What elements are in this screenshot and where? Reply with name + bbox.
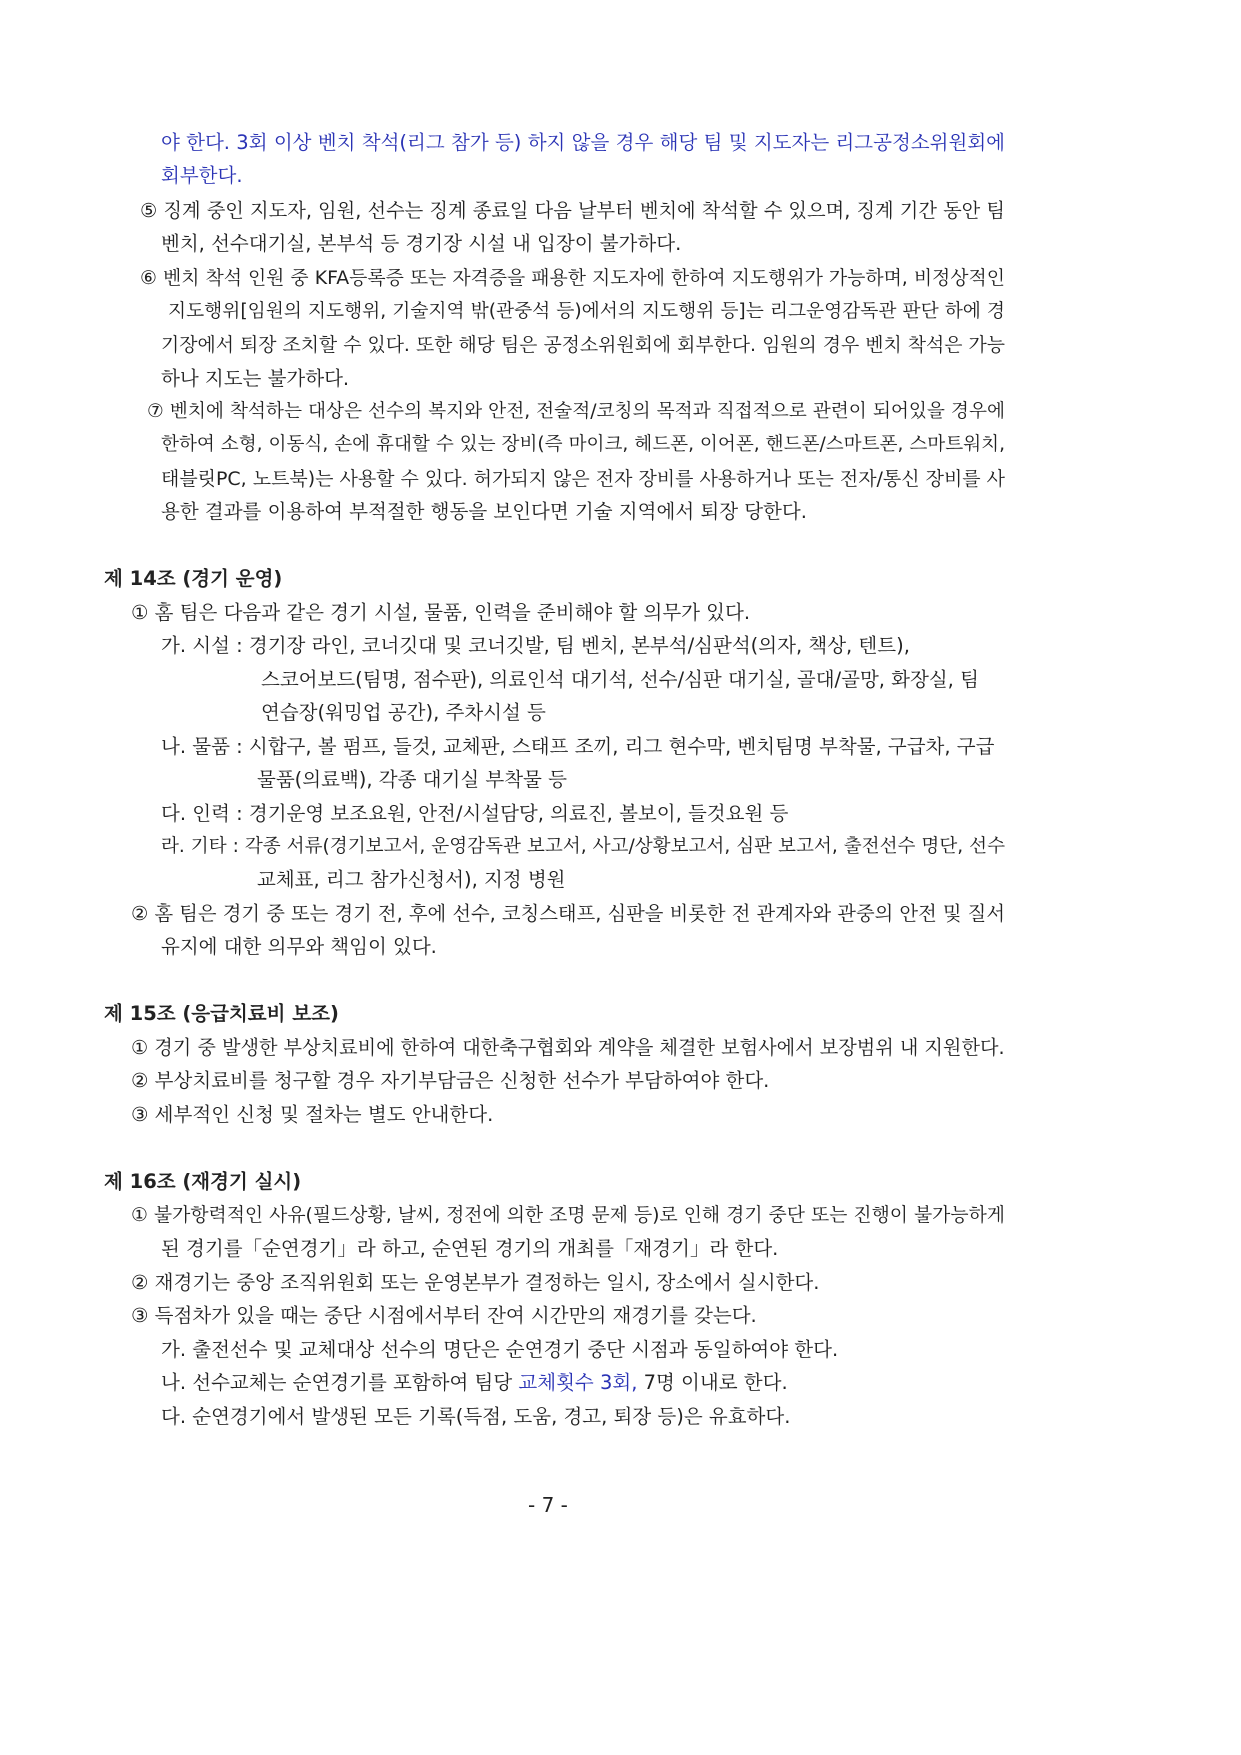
article-16-para-2: ② 재경기는 중앙 조직위원회 또는 운영본부가 결정하는 일시, 장소에서 실시한다.	[131, 1271, 820, 1294]
clause-item-7-cont: 한하여 소형, 이동식, 손에 휴대할 수 있는 장비(즉 마이크, 헤드폰, 이어폰, 핸드폰/스마트폰, 스마트워치,	[161, 434, 1005, 455]
clause-item-7-cont: 태블릿PC, 노트북)는 사용할 수 있다. 허가되지 않은 전자 장비를 사용하거나 또는 전자/통신 장비를 사	[161, 468, 1005, 490]
article-16-para-3: ③ 득점차가 있을 때는 중단 시점에서부터 잔여 시간만의 재경기를 갖는다.	[131, 1304, 757, 1327]
article-16-para-1-cont: 된 경기를「순연경기」라 하고, 순연된 경기의 개최를「재경기」라 한다.	[161, 1237, 779, 1260]
article-14-para-2: ② 홈 팀은 경기 중 또는 경기 전, 후에 선수, 코칭스태프, 심판을 비롯한 전 관계자와 관중의 안전 및 질서	[131, 902, 1005, 925]
article-14-facilities-cont: 연습장(워밍업 공간), 주차시설 등	[261, 701, 546, 724]
article-14-para-1: ① 홈 팀은 다음과 같은 경기 시설, 물품, 인력을 준비해야 할 의무가 있다.	[131, 601, 751, 624]
article-16-para-1: ① 불가항력적인 사유(필드상황, 날씨, 정전에 의한 조명 문제 등)로 인해 경기 중단 또는 진행이 불가능하게	[131, 1205, 1005, 1226]
article-16-sub-ga: 가. 출전선수 및 교체대상 선수의 명단은 순연경기 중단 시점과 동일하여야 한다.	[161, 1338, 839, 1361]
article-14-personnel: 다. 인력 : 경기운영 보조요원, 안전/시설담당, 의료진, 볼보이, 들것요원 등	[161, 802, 789, 825]
article-14-heading: 제 14조 (경기 운영)	[104, 567, 283, 590]
article-16-sub-na-pre: 나. 선수교체는 순연경기를 포함하여 팀당	[161, 1371, 519, 1394]
article-14-other-cont: 교체표, 리그 참가신청서), 지정 병원	[257, 868, 566, 891]
article-15-para-1: ① 경기 중 발생한 부상치료비에 한하여 대한축구협회와 계약을 체결한 보험사에서 보장범위 내 지원한다.	[131, 1036, 1005, 1059]
article-16-heading: 제 16조 (재경기 실시)	[104, 1170, 302, 1193]
article-14-facilities: 가. 시설 : 경기장 라인, 코너깃대 및 코너깃발, 팀 벤치, 본부석/심판석(의자, 책상, 텐트),	[161, 634, 910, 657]
article-15-para-2: ② 부상치료비를 청구할 경우 자기부담금은 신청한 선수가 부담하여야 한다.	[131, 1069, 770, 1092]
clause-item-6-cont: 하나 지도는 불가하다.	[161, 367, 350, 390]
article-16-sub-da: 다. 순연경기에서 발생된 모든 기록(득점, 도움, 경고, 퇴장 등)은 유효하다.	[161, 1405, 791, 1428]
continuation-line: 회부한다.	[161, 164, 243, 187]
article-15-para-3: ③ 세부적인 신청 및 절차는 별도 안내한다.	[131, 1103, 494, 1126]
article-14-para-2-cont: 유지에 대한 의무와 책임이 있다.	[161, 935, 437, 958]
clause-item-7-cont: 용한 결과를 이용하여 부적절한 행동을 보인다면 기술 지역에서 퇴장 당한다.	[161, 500, 807, 523]
article-15-heading: 제 15조 (응급치료비 보조)	[104, 1002, 339, 1025]
clause-item-6-cont: 기장에서 퇴장 조치할 수 있다. 또한 해당 팀은 공정소위원회에 회부한다. 임원의 경우 벤치 착석은 가능	[161, 334, 1005, 356]
article-14-other: 라. 기타 : 각종 서류(경기보고서, 운영감독관 보고서, 사고/상황보고서, 심판 보고서, 출전선수 명단, 선수	[161, 836, 1005, 857]
clause-item-5-cont: 벤치, 선수대기실, 본부석 등 경기장 시설 내 입장이 불가하다.	[161, 232, 682, 255]
clause-item-5: ⑤ 징계 중인 지도자, 임원, 선수는 징계 종료일 다음 날부터 벤치에 착석할 수 있으며, 징계 기간 동안 팀	[140, 199, 1005, 222]
substitution-limit-highlight: 교체횟수 3회,	[518, 1371, 638, 1394]
article-16-sub-na	[161, 1371, 788, 1395]
clause-item-7: ⑦ 벤치에 착석하는 대상은 선수의 복지와 안전, 전술적/코칭의 목적과 직접적으로 관련이 되어있을 경우에	[147, 401, 1005, 422]
clause-item-6: ⑥ 벤치 착석 인원 중 KFA등록증 또는 자격증을 패용한 지도자에 한하여 지도행위가 가능하며, 비정상적인	[140, 267, 1005, 289]
article-14-supplies-cont: 물품(의료백), 각종 대기실 부착물 등	[257, 768, 567, 791]
continuation-line: 야 한다. 3회 이상 벤치 착석(리그 참가 등) 하지 않을 경우 해당 팀 및 지도자는 리그공정소위원회에	[161, 131, 1005, 154]
article-14-facilities-cont: 스코어보드(팀명, 점수판), 의료인석 대기석, 선수/심판 대기실, 골대/골망, 화장실, 팀	[261, 668, 979, 691]
article-14-supplies: 나. 물품 : 시합구, 볼 펌프, 들것, 교체판, 스태프 조끼, 리그 현수막, 벤치팀명 부착물, 구급차, 구급	[161, 735, 995, 758]
clause-item-6-cont: 지도행위[임원의 지도행위, 기술지역 밖(관중석 등)에서의 지도행위 등]는 리그운영감독관 판단 하에 경	[168, 301, 1005, 322]
page-number: - 7 -	[528, 1493, 568, 1517]
article-16-sub-na-post: 7명 이내로 한다.	[637, 1371, 788, 1394]
